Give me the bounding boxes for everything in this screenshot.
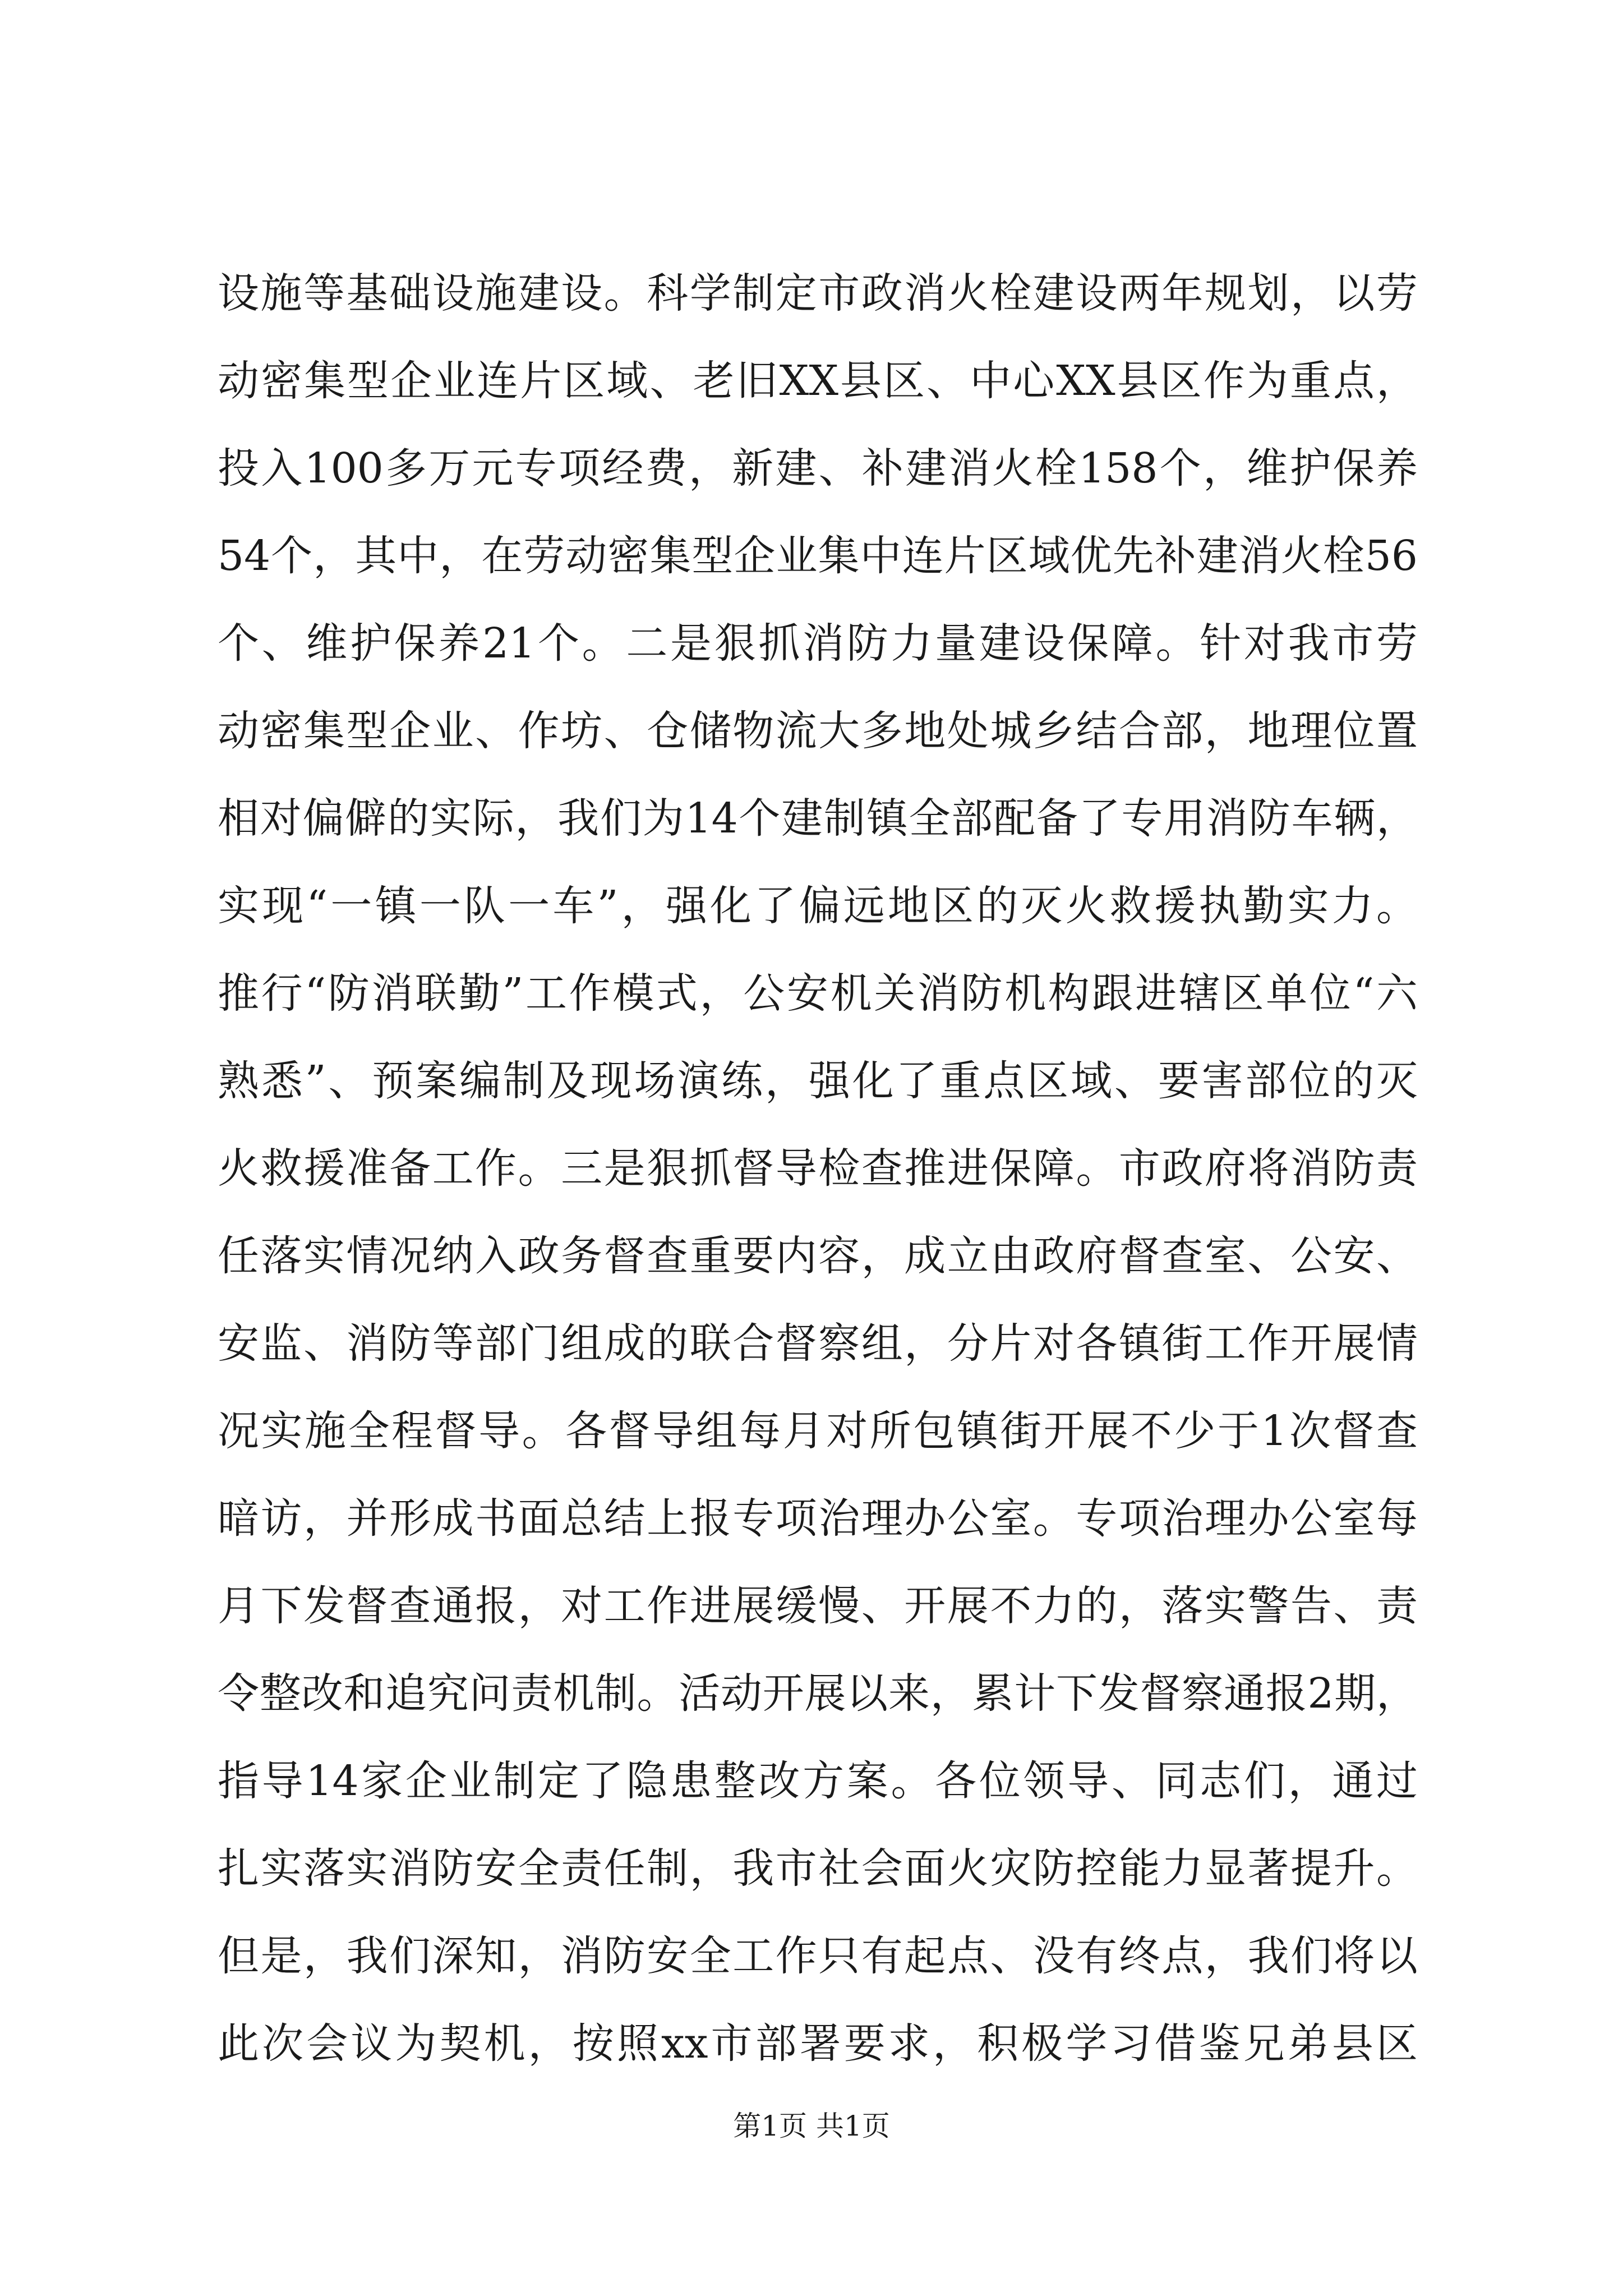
text-line: 熟悉”、预案编制及现场演练，强化了重点区域、要害部位的灭: [218, 1057, 1418, 1105]
text-line: 相对偏僻的实际，我们为14个建制镇全部配备了专用消防车辆，: [218, 794, 1418, 843]
body-text: [218, 250, 1418, 2087]
text-line: 扎实落实消防安全责任制，我市社会面火灾防控能力显著提升。: [218, 1844, 1418, 1893]
text-line: 暗访，并形成书面总结上报专项治理办公室。专项治理办公室每: [218, 1494, 1418, 1543]
text-line: 火救援准备工作。三是狠抓督导检查推进保障。市政府将消防责: [218, 1144, 1418, 1193]
text-line: 安监、消防等部门组成的联合督察组，分片对各镇街工作开展情: [218, 1319, 1418, 1368]
page-number-footer: 第1页 共1页: [733, 2110, 890, 2142]
text-line: 此次会议为契机，按照xx市部署要求，积极学习借鉴兄弟县区: [218, 2019, 1418, 2068]
text-line: 设施等基础设施建设。科学制定市政消火栓建设两年规划，以劳: [218, 269, 1418, 318]
text-line: 令整改和追究问责机制。活动开展以来，累计下发督察通报2期，: [218, 1669, 1418, 1718]
text-line: 任落实情况纳入政务督查重要内容，成立由政府督查室、公安、: [218, 1232, 1418, 1280]
text-line: 54个，其中，在劳动密集型企业集中连片区域优先补建消火栓56: [218, 532, 1418, 580]
text-line: 投入100多万元专项经费，新建、补建消火栓158个，维护保养: [218, 444, 1418, 493]
text-line: 况实施全程督导。各督导组每月对所包镇街开展不少于1次督查: [218, 1407, 1418, 1455]
text-line: 指导14家企业制定了隐患整改方案。各位领导、同志们，通过: [218, 1757, 1418, 1805]
text-line: 但是，我们深知，消防安全工作只有起点、没有终点，我们将以: [218, 1932, 1418, 1980]
text-line: 动密集型企业连片区域、老旧XX县区、中心XX县区作为重点，: [218, 357, 1418, 405]
text-line: 个、维护保养21个。二是狠抓消防力量建设保障。针对我市劳: [218, 619, 1418, 668]
text-line: 推行“防消联勤”工作模式，公安机关消防机构跟进辖区单位“六: [218, 969, 1418, 1018]
text-line: 实现“一镇一队一车”，强化了偏远地区的灭火救援执勤实力。: [218, 882, 1418, 930]
text-line: 月下发督查通报，对工作进展缓慢、开展不力的，落实警告、责: [218, 1582, 1418, 1630]
text-line: 动密集型企业、作坊、仓储物流大多地处城乡结合部，地理位置: [218, 707, 1418, 755]
